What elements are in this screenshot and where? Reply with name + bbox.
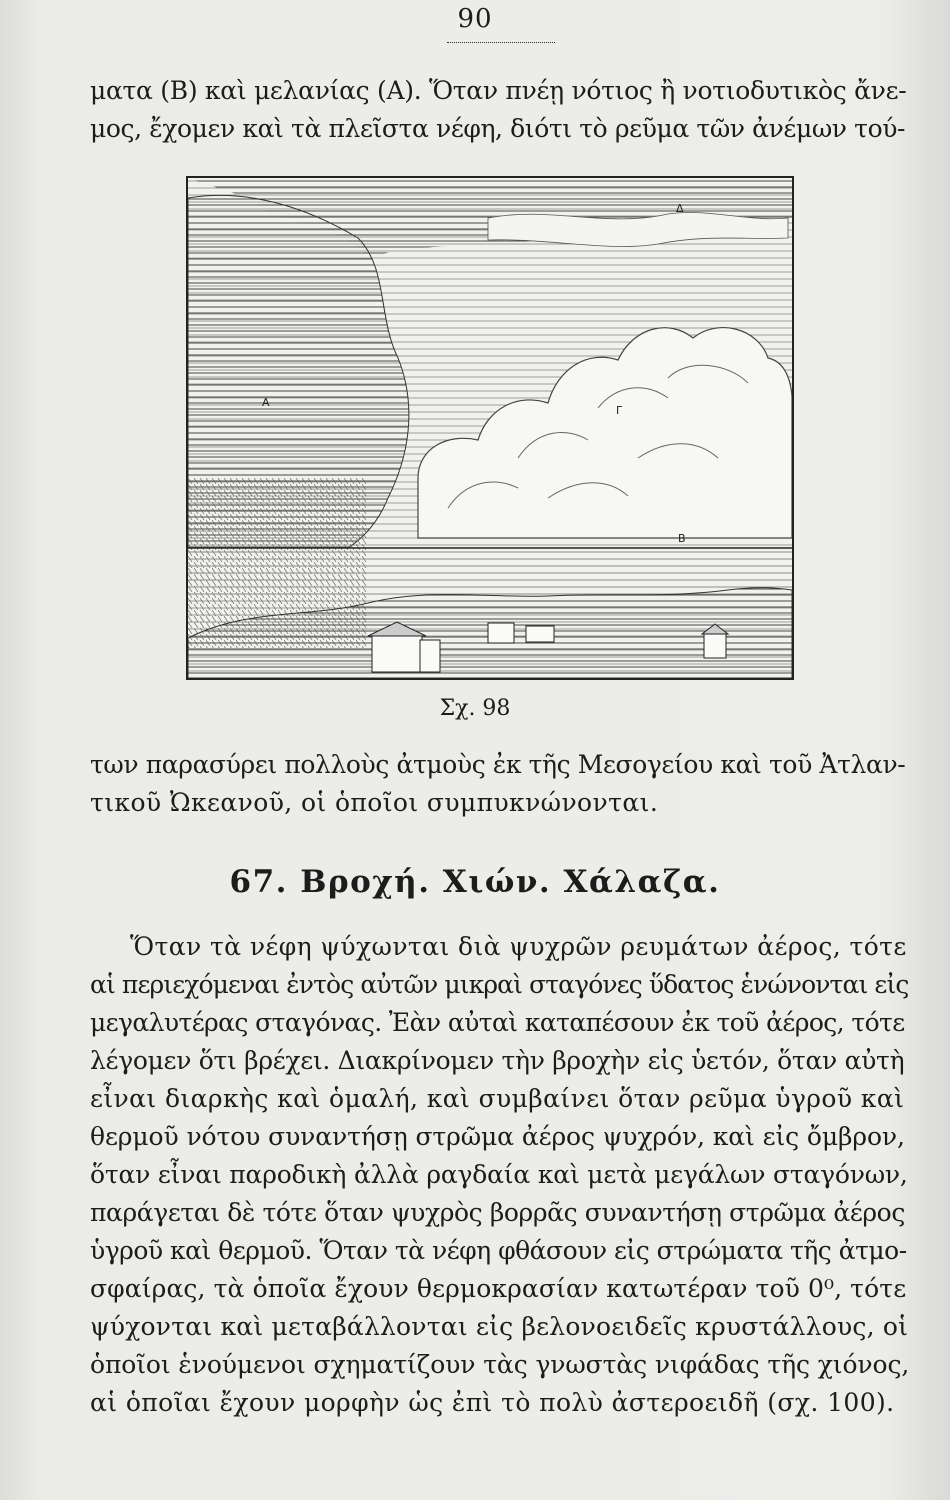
- paragraph-line: ὁποῖοι ἑνούμενοι σχηματίζουν τὰς γνωστὰς νιφάδας τῆς χιόνος,: [90, 1350, 910, 1379]
- paragraph-line: Ὅταν τὰ νέφη ψύχωνται διὰ ψυχρῶν ρευμάτων ἀέρος, τότε: [130, 932, 907, 961]
- paragraph-line: σφαίρας, τὰ ὁποῖα ἔχουν θερμοκρασίαν κατωτέραν τοῦ 0⁰, τότε: [90, 1274, 907, 1303]
- figure-label-g: Γ: [616, 404, 623, 417]
- text-line: τικοῦ Ὠκεανοῦ, οἱ ὁποῖοι συμπυκνώνονται.: [90, 788, 659, 817]
- sea-surface: [188, 549, 792, 599]
- text-line: ματα (Β) καὶ μελανίας (Α). Ὅταν πνέῃ νότιος ἢ νοτιοδυτικὸς ἄνε-: [90, 76, 907, 105]
- cloud-engraving-illustration: [188, 178, 792, 678]
- house-3: [488, 623, 514, 643]
- text-line: μος, ἔχομεν καὶ τὰ πλεῖστα νέφη, διότι τὸ ρεῦμα τῶν ἀνέμων τού-: [90, 114, 906, 143]
- house-2: [420, 640, 440, 672]
- paragraph-line: ὑγροῦ καὶ θερμοῦ. Ὅταν τὰ νέφη φθάσουν εἰς στρώματα τῆς ἀτμο-: [90, 1236, 907, 1265]
- text-line: των παρασύρει πολλοὺς ἀτμοὺς ἐκ τῆς Μεσογείου καὶ τοῦ Ἀτλαν-: [90, 750, 906, 779]
- paragraph-line: αἱ ὁποῖαι ἔχουν μορφὴν ὡς ἐπὶ τὸ πολὺ ἀστεροειδῆ (σχ. 100).: [90, 1388, 895, 1417]
- cloud-engraving-figure: [186, 176, 794, 680]
- paragraph-line: θερμοῦ νότου συναντήσῃ στρῶμα ἀέρος ψυχρόν, καὶ εἰς ὄμβρον,: [90, 1122, 905, 1151]
- paragraph-line: μεγαλυτέρας σταγόνας. Ἐὰν αὐταὶ καταπέσουν ἐκ τοῦ ἀέρος, τότε: [90, 1008, 905, 1037]
- paragraph-line: αἱ περιεχόμεναι ἐντὸς αὐτῶν μικραὶ σταγόνες ὕδατος ἑνώνονται εἰς: [90, 970, 909, 999]
- figure-label-b: Β: [678, 532, 686, 545]
- section-heading: 67. Βροχή. Χιών. Χάλαζα.: [229, 864, 721, 900]
- figure-caption: Σχ. 98: [439, 696, 511, 721]
- house-5: [704, 634, 726, 658]
- house-4: [526, 626, 554, 642]
- page-number-rule: [447, 42, 555, 43]
- paragraph-line: ψύχονται καὶ μεταβάλλονται εἰς βελονοειδεῖς κρυστάλλους, οἱ: [90, 1312, 909, 1341]
- figure-label-d: Δ: [676, 202, 684, 215]
- paragraph-line: λέγομεν ὅτι βρέχει. Διακρίνομεν τὴν βροχὴν εἰς ὑετόν, ὅταν αὐτὴ: [90, 1046, 905, 1075]
- house-1: [372, 636, 422, 672]
- page-number: 90: [457, 4, 493, 34]
- paragraph-line: εἶναι διαρκὴς καὶ ὁμαλή, καὶ συμβαίνει ὅταν ρεῦμα ὑγροῦ καὶ: [90, 1084, 905, 1113]
- paragraph-line: ὅταν εἶναι παροδικὴ ἀλλὰ ραγδαία καὶ μετὰ μεγάλων σταγόνων,: [90, 1160, 908, 1189]
- figure-label-a: Α: [262, 396, 270, 409]
- paragraph-line: παράγεται δὲ τότε ὅταν ψυχρὸς βορρᾶς συναντήσῃ στρῶμα ἀέρος: [90, 1198, 905, 1227]
